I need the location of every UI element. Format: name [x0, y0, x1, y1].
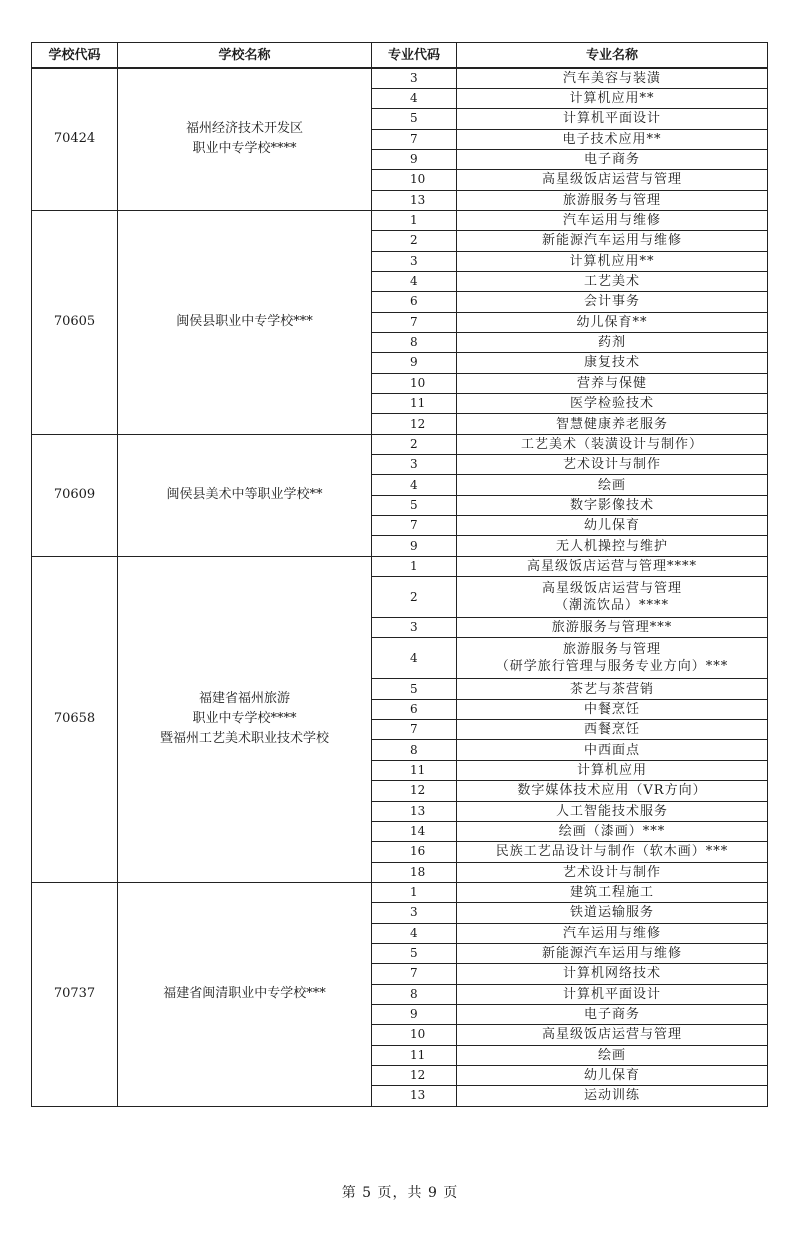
- major-name-cell: [457, 68, 768, 88]
- major-name-line: 运动训练: [583, 1088, 640, 1104]
- major-code-cell: 3: [372, 618, 457, 638]
- major-name-line: 中餐烹饪: [583, 701, 640, 717]
- major-name-line: 绘画（漆画）***: [558, 824, 666, 840]
- major-name-line: 旅游服务与管理***: [551, 620, 673, 636]
- school-name-cell: [118, 556, 372, 882]
- major-code-cell: 12: [372, 414, 457, 434]
- major-name-line: 绘画: [597, 477, 626, 493]
- school-code-cell: 70605: [32, 210, 118, 434]
- major-code-cell: 6: [372, 292, 457, 312]
- major-name-line: 旅游服务与管理: [562, 192, 661, 208]
- major-name-cell: [457, 271, 768, 291]
- school-name-line: 福州经济技术开发区: [185, 121, 303, 137]
- major-code-cell: 1: [372, 882, 457, 902]
- major-code-cell: 18: [372, 862, 457, 882]
- header-major-code: 专业代码: [372, 43, 457, 69]
- major-name-line: 医学检验技术: [569, 396, 654, 412]
- major-name-cell: [457, 434, 768, 454]
- major-name-cell: [457, 1025, 768, 1045]
- table-row: [32, 882, 768, 902]
- table-row: [32, 434, 768, 454]
- major-name-line: 幼儿保育: [583, 1068, 640, 1084]
- major-name-cell: [457, 414, 768, 434]
- major-code-cell: 3: [372, 903, 457, 923]
- major-name-line: 计算机平面设计: [562, 111, 661, 127]
- major-name-cell: [457, 495, 768, 515]
- school-code-cell: 70424: [32, 68, 118, 210]
- major-name-line: 无人机操控与维护: [555, 538, 668, 554]
- major-code-cell: 11: [372, 760, 457, 780]
- major-name-cell: [457, 251, 768, 271]
- major-code-cell: 10: [372, 373, 457, 393]
- major-code-cell: 3: [372, 455, 457, 475]
- major-name-line: 中西面点: [583, 742, 640, 758]
- major-code-cell: 9: [372, 1004, 457, 1024]
- major-code-cell: 4: [372, 271, 457, 291]
- major-name-cell: [457, 475, 768, 495]
- major-code-cell: 6: [372, 699, 457, 719]
- school-name-cell: [118, 434, 372, 556]
- school-name-cell: [118, 882, 372, 1106]
- table-row: [32, 556, 768, 576]
- major-code-cell: 8: [372, 740, 457, 760]
- school-name-line: 闽侯县职业中专学校***: [176, 314, 313, 330]
- major-name-line: 电子商务: [583, 152, 640, 168]
- major-name-line: 计算机应用**: [569, 253, 655, 269]
- major-name-cell: [457, 149, 768, 169]
- major-name-line: 新能源汽车运用与维修: [541, 946, 682, 962]
- major-code-cell: 16: [372, 842, 457, 862]
- major-code-cell: 1: [372, 556, 457, 576]
- major-name-cell: [457, 740, 768, 760]
- major-code-cell: 9: [372, 149, 457, 169]
- major-code-cell: 9: [372, 536, 457, 556]
- major-name-cell: [457, 109, 768, 129]
- major-code-cell: 7: [372, 516, 457, 536]
- major-name-cell: [457, 556, 768, 576]
- major-name-cell: [457, 903, 768, 923]
- header-school-code: 学校代码: [32, 43, 118, 69]
- table-row: [32, 68, 768, 88]
- major-code-cell: 3: [372, 68, 457, 88]
- major-code-cell: 4: [372, 923, 457, 943]
- major-name-line: 艺术设计与制作: [562, 457, 661, 473]
- major-name-cell: [457, 720, 768, 740]
- major-code-cell: 13: [372, 1086, 457, 1106]
- major-name-line: 建筑工程施工: [569, 885, 654, 901]
- school-name-line: 福建省闽清职业中专学校***: [163, 986, 326, 1002]
- school-code-cell: 70737: [32, 882, 118, 1106]
- major-name-line: 高星级饭店运营与管理: [541, 1027, 682, 1043]
- major-name-line: 会计事务: [583, 294, 640, 310]
- major-name-cell: [457, 964, 768, 984]
- major-name-cell: [457, 353, 768, 373]
- major-name-cell: [457, 129, 768, 149]
- major-name-cell: [457, 577, 768, 618]
- major-code-cell: 11: [372, 1045, 457, 1065]
- major-name-cell: [457, 679, 768, 699]
- major-code-cell: 8: [372, 332, 457, 352]
- major-name-cell: [457, 862, 768, 882]
- major-name-line: 汽车运用与维修: [562, 213, 661, 229]
- major-name-line: 工艺美术: [583, 274, 640, 290]
- major-name-line: 计算机网络技术: [562, 966, 661, 982]
- major-code-cell: 10: [372, 1025, 457, 1045]
- header-school-name: 学校名称: [118, 43, 372, 69]
- major-name-line: 汽车运用与维修: [562, 925, 661, 941]
- table-header-row: [32, 43, 768, 69]
- major-code-cell: 2: [372, 231, 457, 251]
- school-code-cell: 70609: [32, 434, 118, 556]
- major-name-line: 幼儿保育: [583, 518, 640, 534]
- major-code-cell: 7: [372, 129, 457, 149]
- major-code-cell: 2: [372, 577, 457, 618]
- major-code-cell: 12: [372, 1065, 457, 1085]
- major-code-cell: 4: [372, 88, 457, 108]
- major-name-line: 计算机平面设计: [562, 986, 661, 1002]
- major-code-cell: 5: [372, 943, 457, 963]
- major-code-cell: 1: [372, 210, 457, 230]
- major-code-cell: 7: [372, 312, 457, 332]
- major-name-line: 康复技术: [583, 355, 640, 371]
- major-name-cell: [457, 394, 768, 414]
- major-code-cell: 7: [372, 964, 457, 984]
- major-code-cell: 4: [372, 475, 457, 495]
- header-major-name: 专业名称: [457, 43, 768, 69]
- major-name-line: 人工智能技术服务: [555, 803, 668, 819]
- major-name-line: 汽车美容与装潢: [562, 70, 661, 86]
- major-name-line: 绘画: [597, 1047, 626, 1063]
- major-code-cell: 3: [372, 251, 457, 271]
- table-body: [32, 68, 768, 1106]
- major-name-cell: [457, 984, 768, 1004]
- major-code-cell: 8: [372, 984, 457, 1004]
- major-name-cell: [457, 516, 768, 536]
- major-code-cell: 5: [372, 109, 457, 129]
- major-name-line: 计算机应用: [576, 762, 647, 778]
- major-name-line: 新能源汽车运用与维修: [541, 233, 682, 249]
- major-name-cell: [457, 536, 768, 556]
- major-name-line: 数字媒体技术应用（VR方向）: [517, 783, 707, 799]
- major-name-line: 高星级饭店运营与管理: [541, 581, 682, 597]
- major-name-cell: [457, 923, 768, 943]
- major-name-line: 民族工艺品设计与制作（软木画）***: [495, 844, 729, 860]
- major-name-cell: [457, 231, 768, 251]
- major-code-cell: 14: [372, 821, 457, 841]
- major-name-cell: [457, 638, 768, 679]
- major-name-line: 艺术设计与制作: [562, 864, 661, 880]
- major-name-cell: [457, 943, 768, 963]
- major-name-line: 电子技术应用**: [562, 131, 662, 147]
- major-name-cell: [457, 210, 768, 230]
- major-name-line: 高星级饭店运营与管理: [541, 172, 682, 188]
- major-name-line: （潮流饮品）****: [554, 598, 669, 614]
- major-code-cell: 13: [372, 801, 457, 821]
- major-name-cell: [457, 760, 768, 780]
- major-name-line: 高星级饭店运营与管理****: [526, 558, 697, 574]
- school-name-line: 职业中专学校****: [192, 141, 297, 157]
- school-major-table: [31, 42, 768, 1107]
- major-name-line: 幼儿保育**: [576, 314, 648, 330]
- major-code-cell: 4: [372, 638, 457, 679]
- major-name-cell: [457, 842, 768, 862]
- major-name-line: 茶艺与茶营销: [569, 681, 654, 697]
- major-name-cell: [457, 292, 768, 312]
- major-name-line: 智慧健康养老服务: [555, 416, 668, 432]
- major-name-line: 数字影像技术: [569, 497, 654, 513]
- major-name-cell: [457, 88, 768, 108]
- major-name-cell: [457, 821, 768, 841]
- major-name-cell: [457, 332, 768, 352]
- major-name-cell: [457, 699, 768, 719]
- major-name-cell: [457, 781, 768, 801]
- major-name-line: 药剂: [597, 335, 626, 351]
- major-name-line: 电子商务: [583, 1007, 640, 1023]
- major-name-line: 营养与保健: [576, 375, 647, 391]
- major-name-line: 计算机应用**: [569, 91, 655, 107]
- school-name-line: 职业中专学校****: [192, 711, 297, 727]
- major-name-cell: [457, 618, 768, 638]
- major-name-cell: [457, 170, 768, 190]
- major-name-cell: [457, 190, 768, 210]
- major-name-cell: [457, 455, 768, 475]
- major-name-cell: [457, 312, 768, 332]
- major-code-cell: 7: [372, 720, 457, 740]
- school-name-line: 福建省福州旅游: [198, 691, 290, 707]
- major-name-cell: [457, 373, 768, 393]
- school-code-cell: 70658: [32, 556, 118, 882]
- major-name-line: 工艺美术（装潢设计与制作）: [520, 436, 703, 452]
- school-name-line: 暨福州工艺美术职业技术学校: [159, 731, 329, 747]
- major-code-cell: 2: [372, 434, 457, 454]
- table-row: [32, 210, 768, 230]
- major-code-cell: 10: [372, 170, 457, 190]
- major-code-cell: 9: [372, 353, 457, 373]
- major-code-cell: 11: [372, 394, 457, 414]
- major-code-cell: 12: [372, 781, 457, 801]
- school-name-cell: [118, 68, 372, 210]
- major-name-line: 西餐烹饪: [583, 722, 640, 738]
- school-name-line: 闽侯县美术中等职业学校**: [166, 487, 323, 503]
- major-name-cell: [457, 1065, 768, 1085]
- major-name-line: 铁道运输服务: [569, 905, 654, 921]
- major-name-line: （研学旅行管理与服务专业方向）***: [495, 659, 729, 675]
- major-code-cell: 5: [372, 679, 457, 699]
- major-name-cell: [457, 1086, 768, 1106]
- major-code-cell: 13: [372, 190, 457, 210]
- major-name-cell: [457, 801, 768, 821]
- school-name-cell: [118, 210, 372, 434]
- major-name-cell: [457, 882, 768, 902]
- page-footer: 第 5 页，共 9 页: [341, 1185, 459, 1201]
- major-name-cell: [457, 1045, 768, 1065]
- major-code-cell: 5: [372, 495, 457, 515]
- major-name-cell: [457, 1004, 768, 1024]
- major-name-line: 旅游服务与管理: [562, 642, 661, 658]
